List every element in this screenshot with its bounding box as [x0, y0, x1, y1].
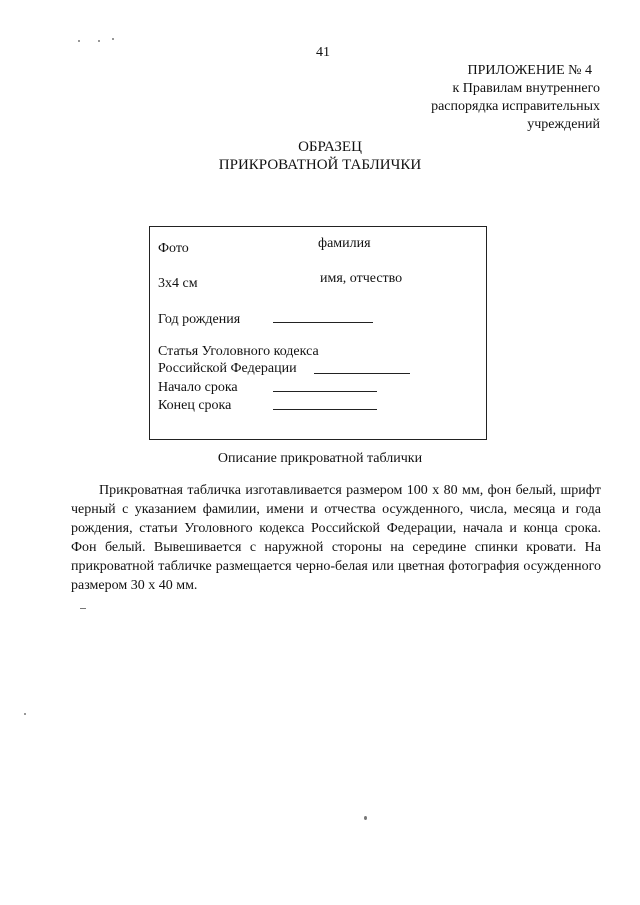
- article-label: Статья Уголовного кодекса: [158, 344, 319, 359]
- appendix-line: учреждений: [527, 117, 600, 132]
- appendix-title: ПРИЛОЖЕНИЕ № 4: [467, 63, 592, 78]
- scan-speck: [112, 38, 114, 40]
- birth-year-label: Год рождения: [158, 312, 241, 327]
- name-patronymic-label: имя, отчество: [320, 271, 403, 286]
- page-number: 41: [316, 45, 330, 60]
- bedside-plate-sample: [149, 226, 487, 440]
- term-end-blank: [273, 408, 377, 410]
- appendix-line: к Правилам внутреннего: [452, 81, 600, 96]
- heading-line: ПРИКРОВАТНОЙ ТАБЛИЧКИ: [218, 157, 422, 173]
- surname-label: фамилия: [318, 236, 371, 251]
- scan-speck: [364, 816, 367, 820]
- scan-speck: [24, 713, 26, 715]
- photo-label: Фото: [158, 241, 189, 256]
- appendix-line: распорядка исправительных: [431, 99, 600, 114]
- scan-speck: [98, 40, 100, 42]
- term-start-blank: [273, 390, 377, 392]
- article-blank: [314, 372, 410, 374]
- term-end-label: Конец срока: [158, 398, 232, 413]
- heading-line: ОБРАЗЕЦ: [298, 139, 362, 155]
- scan-speck: [78, 40, 80, 42]
- document-heading: [0, 138, 640, 174]
- description-paragraph: Прикроватная табличка изготавливается размером 100 х 80 мм, фон белый, шрифт черный с указанием фамилии, имени и отчества осужденного, числа, месяца и года рождения, статьи Уголовного кодекса Российской Федерации, начала и конца срока. Фон белый. Вывешивается с наружной стороны на середине спинки кровати. На прикроватной табличке размещается черно-белая или цветная фотография осужденного размером 30 х 40 мм.: [71, 483, 601, 593]
- birth-year-blank: [273, 321, 373, 323]
- description-caption: Описание прикроватной таблички: [217, 451, 423, 466]
- article-label-2: Российской Федерации: [158, 361, 297, 376]
- scan-speck: [80, 608, 86, 609]
- description-text: [71, 481, 601, 595]
- term-start-label: Начало срока: [158, 380, 238, 395]
- photo-size-label: 3х4 см: [158, 276, 198, 291]
- appendix-block: [431, 62, 600, 134]
